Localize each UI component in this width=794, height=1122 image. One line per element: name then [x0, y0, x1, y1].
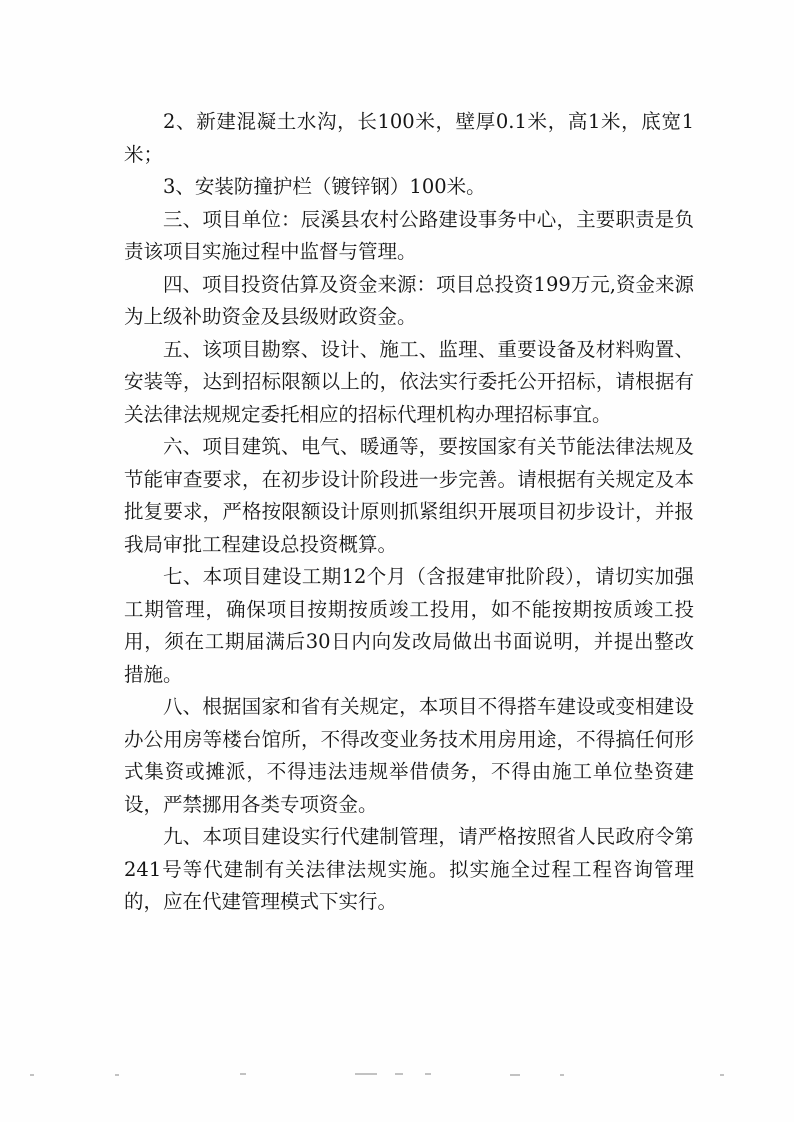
section-6-energy-design: 六、项目建筑、电气、暖通等，要按国家有关节能法律法规及节能审查要求，在初步设计阶段进一步完善。请根据有关规定及本批复要求，严格按限额设计原则抓紧组织开展项目初步设计，并报我局审批工程建设总投资概算。 — [124, 435, 694, 556]
scan-dot — [115, 1074, 119, 1076]
scan-dot — [425, 1073, 431, 1075]
section-9-agent-construction: 九、本项目建设实行代建制管理，请严格按照省人民政府令第241号等代建制有关法律法规实施。拟实施全过程工程咨询管理的，应在代建管理模式下实行。 — [124, 825, 694, 913]
scan-dot — [510, 1074, 520, 1076]
scan-artifacts — [0, 1062, 794, 1092]
scan-dot — [30, 1074, 34, 1076]
scan-dot — [355, 1073, 377, 1075]
document-body — [124, 106, 694, 919]
section-4-investment: 四、项目投资估算及资金来源：项目总投资199万元,资金来源为上级补助资金及县级财政资金。 — [124, 272, 694, 328]
scan-dot — [395, 1073, 403, 1075]
section-7-construction-period: 七、本项目建设工期12个月（含报建审批阶段），请切实加强工期管理，确保项目按期按质竣工投用，如不能按期按质竣工投用，须在工期届满后30日内向发改局做出书面说明，并提出整改措施。 — [124, 565, 694, 686]
item-3-guardrail: 3、安装防撞护栏（镀锌钢）100米。 — [163, 175, 486, 198]
section-3-project-unit: 三、项目单位：辰溪县农村公路建设事务中心，主要职责是负责该项目实施过程中监督与管理。 — [124, 207, 694, 263]
item-2-drainage-ditch: 2、新建混凝土水沟，长100米，壁厚0.1米，高1米，底宽1米； — [124, 110, 694, 166]
section-5-bidding: 五、该项目勘察、设计、施工、监理、重要设备及材料购置、安装等，达到招标限额以上的，依法实行委托公开招标，请根据有关法律法规规定委托相应的招标代理机构办理招标事宜。 — [124, 337, 694, 426]
section-8-regulations: 八、根据国家和省有关规定，本项目不得搭车建设或变相建设办公用房等楼台馆所，不得改变业务技术用房用途，不得搞任何形式集资或摊派，不得违法违规举借债务，不得由施工单位垫资建设，严禁挪用各类专项资金。 — [124, 695, 694, 816]
scan-dot — [720, 1074, 724, 1076]
scan-dot — [240, 1073, 246, 1075]
scan-dot — [560, 1074, 564, 1076]
